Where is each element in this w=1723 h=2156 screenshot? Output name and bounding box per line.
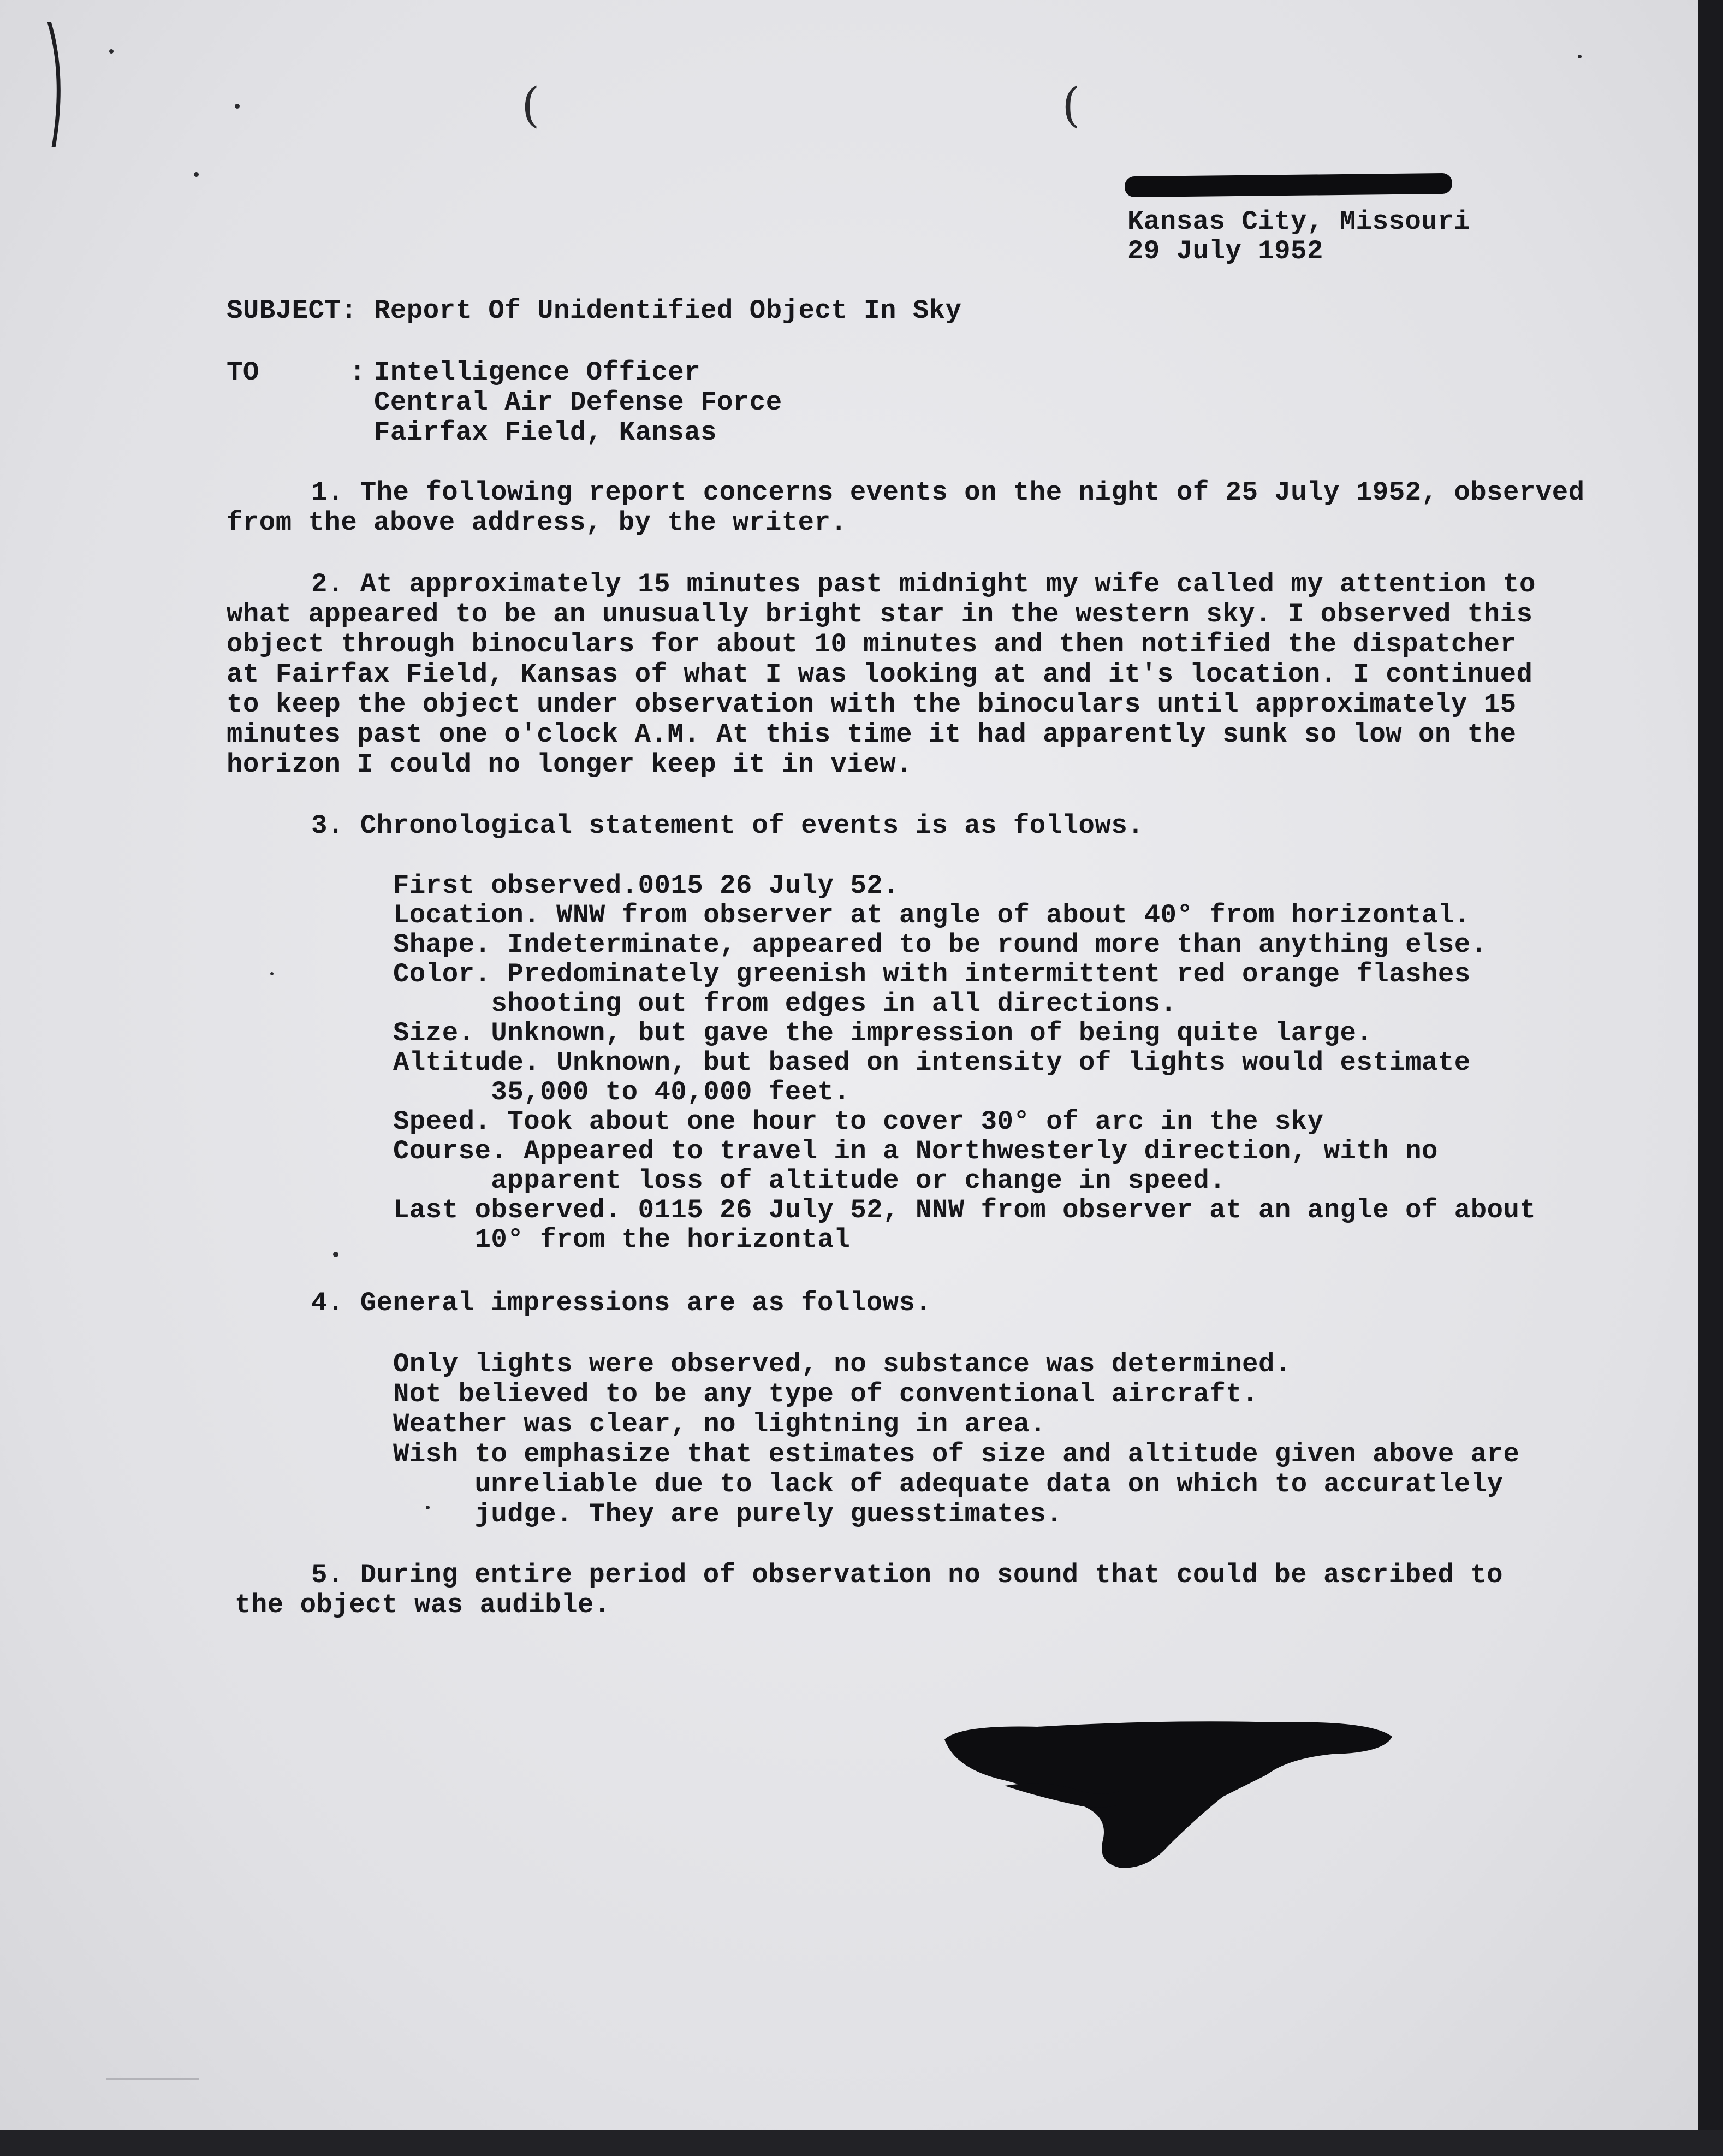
para2-line: horizon I could no longer keep it in view. [227,749,913,780]
scan-border-right [1698,0,1723,2156]
chronology-item: Altitude. Unknown, but based on intensity of lights would estimate [393,1047,1471,1078]
scan-border-bottom [0,2130,1723,2156]
redaction-top [1125,173,1452,197]
chronology-item: shooting out from edges in all directions. [393,988,1177,1019]
para3-intro: 3. Chronological statement of events is as follows. [311,810,1144,841]
para2-line: object through binoculars for about 10 minutes and then notified the dispatcher [227,629,1517,660]
chronology-item: Location. WNW from observer at angle of about 40° from horizontal. [393,900,1471,931]
header-date: 29 July 1952 [1127,236,1323,266]
dust-speck [235,104,240,109]
chronology-item: Color. Predominately greenish with intermittent red orange flashes [393,959,1471,990]
redaction-signature [939,1715,1398,1879]
para2-line: what appeared to be an unusually bright star in the western sky. I observed this [227,599,1533,630]
para2-line: at Fairfax Field, Kansas of what I was looking at and it's location. I continued [227,659,1533,690]
to-colon: : [349,357,366,388]
impression-item: Not believed to be any type of conventional aircraft. [393,1379,1258,1409]
para2-line: 2. At approximately 15 minutes past midnight my wife called my attention to [311,569,1536,600]
dust-speck [194,172,199,177]
dust-speck [270,972,274,975]
punch-hole-right: ( [1062,78,1080,133]
chronology-item: Course. Appeared to travel in a Northwesterly direction, with no [393,1136,1438,1166]
dust-speck [333,1252,338,1257]
impression-item: Wish to emphasize that estimates of size and altitude given above are [393,1439,1520,1470]
chronology-item: 35,000 to 40,000 feet. [393,1077,851,1107]
para5-line: the object was audible. [235,1590,610,1620]
chronology-item: Shape. Indeterminate, appeared to be round more than anything else. [393,929,1487,960]
to-label: TO [227,357,259,388]
chronology-item: First observed.0015 26 July 52. [393,870,900,901]
para2-line: minutes past one o'clock A.M. At this time it had apparently sunk so low on the [227,719,1517,750]
impression-item: Only lights were observed, no substance was determined. [393,1349,1291,1379]
chronology-item: Speed. Took about one hour to cover 30° of arc in the sky [393,1106,1324,1137]
to-line: Fairfax Field, Kansas [374,417,717,448]
para1-line: from the above address, by the writer. [227,507,847,538]
para4-intro: 4. General impressions are as follows. [311,1288,932,1318]
chronology-item: apparent loss of altitude or change in speed. [393,1165,1226,1196]
chronology-item: Last observed. 0115 26 July 52, NNW from observer at an angle of about [393,1195,1536,1225]
binding-mark [38,22,71,147]
dust-speck [1578,55,1582,58]
subject-text: Report Of Unidentified Object In Sky [374,295,962,326]
to-line: Central Air Defense Force [374,387,782,418]
subject-label: SUBJECT: [227,295,358,326]
impression-item: judge. They are purely guesstimates. [393,1499,1063,1530]
header-city: Kansas City, Missouri [1127,206,1471,237]
para2-line: to keep the object under observation with the binoculars until approximately 15 [227,689,1517,720]
para1-line: 1. The following report concerns events on the night of 25 July 1952, observed [311,477,1585,508]
chronology-item: Size. Unknown, but gave the impression of being quite large. [393,1018,1373,1049]
handwriting-stroke [106,2078,199,2080]
to-line: Intelligence Officer [374,357,701,388]
dust-speck [109,49,114,54]
para5-line: 5. During entire period of observation no sound that could be ascribed to [311,1560,1504,1590]
impression-item: Weather was clear, no lightning in area. [393,1409,1047,1440]
impression-item: unreliable due to lack of adequate data on which to accuratlely [393,1469,1504,1500]
punch-hole-left: ( [521,78,540,133]
chronology-item: 10° from the horizontal [393,1224,851,1255]
